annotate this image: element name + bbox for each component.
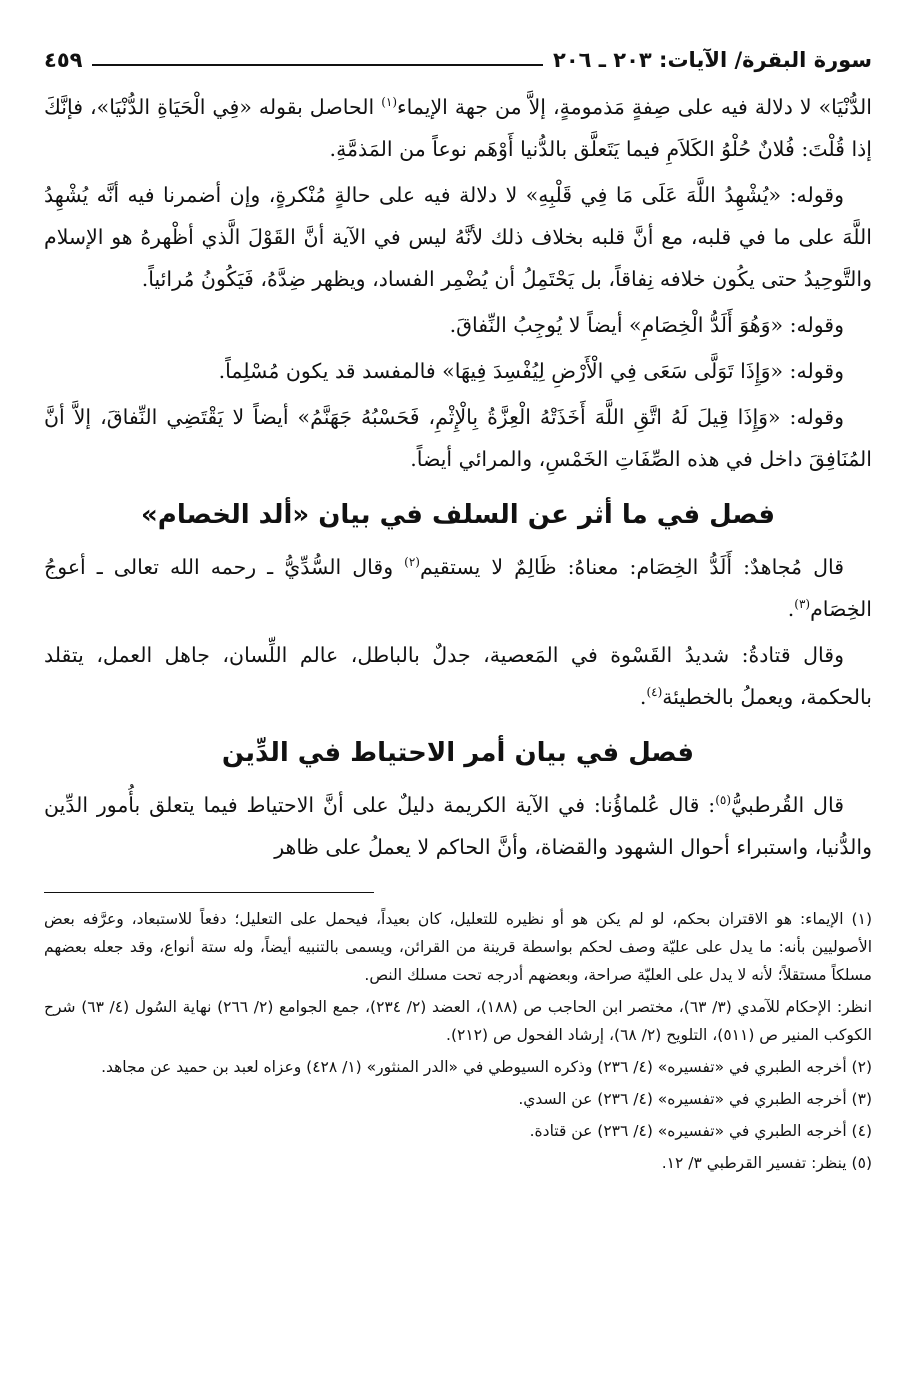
running-title: سورة البقرة/ الآيات: ٢٠٣ ـ ٢٠٦ xyxy=(553,48,872,72)
main-text xyxy=(44,86,872,868)
footnote: (٣) أخرجه الطبري في «تفسيره» (٤/ ٢٣٦) عن السدي. xyxy=(518,1090,872,1108)
footnote: (٤) أخرجه الطبري في «تفسيره» (٤/ ٢٣٦) عن قتادة. xyxy=(529,1122,872,1140)
page-number: ٤٥٩ xyxy=(44,48,83,72)
footnote-ref: (٤) xyxy=(646,685,663,700)
text-run: . xyxy=(787,597,795,621)
paragraph xyxy=(44,86,872,170)
paragraph: وقوله: «وَإِذَا تَوَلَّى سَعَى فِي الْأَرْضِ لِيُفْسِدَ فِيهَا» فالمفسد قد يكون مُسْلِماً. xyxy=(218,359,844,383)
text-run: وقال السُّدِّيُّ ـ رحمه الله تعالى ـ أعوجُ الخِصَام xyxy=(44,555,872,621)
text-run: قال مُجاهدٌ: أَلَدُّ الخِصَام: معناهُ: ظَالِمٌ لا يستقيم xyxy=(419,555,845,579)
header-rule xyxy=(92,64,543,66)
footnote-separator xyxy=(44,892,374,893)
text-run: قال القُرطبيُّ xyxy=(731,793,844,817)
section-heading: فصل في بيان أمر الاحتياط في الدِّين xyxy=(221,738,695,768)
footnotes xyxy=(44,905,872,1177)
footnote-ref: (١) xyxy=(381,95,398,110)
text-run: . xyxy=(639,685,647,709)
footnote-ref: (٢) xyxy=(404,555,420,570)
page-header xyxy=(44,38,872,72)
text-run: الحاصل بقوله «فِي الْحَيَاةِ الدُّنْيَا»، فإنَّكَ إذا قُلْتَ: فُلانٌ حُلْوُ الكَلاَمِ فيما يَتَعلَّق بالدُّنيا أَوْهَم نوعاً من المَذمَّةِ. xyxy=(44,95,872,161)
footnote: (٢) أخرجه الطبري في «تفسيره» (٤/ ٢٣٦) وذكره السيوطي في «الدر المنثور» (١/ ٤٢٨) وعزاه لعبد بن حميد عن مجاهد. xyxy=(101,1058,872,1076)
section-heading: فصل في ما أثر عن السلف في بيان «ألد الخصام» xyxy=(140,500,776,530)
text-run: : قال عُلماؤُنا: في الآية الكريمة دليلٌ على أنَّ الاحتياط فيما يتعلق بأُمور الدِّين والدُّنيا، واستبراء أحوال الشهود والقضاة، وأنَّ الحاكم لا يعملُ على ظاهر xyxy=(44,793,872,859)
footnote-ref: (٣) xyxy=(794,597,811,612)
footnote: انظر: الإحكام للآمدي (٣/ ٦٣)، مختصر ابن الحاجب ص (١٨٨)، العضد (٢/ ٢٣٤)، جمع الجوامع (٢/ ٢٦٦) نهاية السُول (٤/ ٦٣) شرح الكوكب المنير ص (٥١١)، التلويح (٢/ ٦٨)، إرشاد الفحول ص (٢١٢). xyxy=(44,998,873,1044)
paragraph: وقوله: «يُشْهِدُ اللَّهَ عَلَى مَا فِي قَلْبِهِ» لا دلالة فيه على حالةٍ مُنْكرةٍ، وإن أضمرنا فيه أنَّه يُشْهِدُ اللَّهَ على ما في قلبه، مع أنَّ قلبه بخلاف ذلك لأنَّهُ ليس في الآية أنَّ القَوْلَ الَّذي أظْهرهُ هو الإسلام والتَّوحِيدُ حتى يكُون خلافه نِفاقاً، بل يَحْتَمِلُ أن يُضْمِر الفساد، ويظهر ضِدَّهُ، فَيَكُونُ مُرائياً. xyxy=(44,183,872,291)
paragraph xyxy=(44,634,872,718)
footnote: (١) الإيماء: هو الاقتران بحكم، لو لم يكن هو أو نظيره للتعليل، كان بعيداً، فيحمل على التعليل؛ دفعاً للاستبعاد، وعرَّفه بعض الأصوليين بأنه: ما يدل على عليّة وصف لحكم بواسطة قرينة من القرائن، ويسمى بالتنبيه أيضاً، وله ستة أنواع، وقد جعله بعضهم مسلكاً مستقلاً؛ لأنه لا يدل على العليّة صراحة، وبعضهم أدرجه تحت مسلك النص. xyxy=(44,910,872,984)
paragraph: وقوله: «وَهُوَ أَلَدُّ الْخِصَامِ» أيضاً لا يُوجِبُ النِّفاقَ. xyxy=(449,313,844,337)
paragraph xyxy=(44,784,872,868)
text-run: وقال قتادةُ: شديدُ القَسْوة في المَعصية، جدلٌ بالباطل، عالم اللِّسان، جاهل العمل، يتقلد بالحكمة، ويعملُ بالخطيئة xyxy=(44,643,872,709)
paragraph xyxy=(44,546,872,630)
footnote: (٥) ينظر: تفسير القرطبي ٣/ ١٢. xyxy=(661,1154,872,1172)
text-run: الدُّنْيَا» لا دلالة فيه على صِفةٍ مَذمومةٍ، إلاَّ من جهة الإيماء xyxy=(397,95,873,119)
footnote-ref: (٥) xyxy=(715,793,732,808)
paragraph: وقوله: «وَإِذَا قِيلَ لَهُ اتَّقِ اللَّهَ أَخَذَتْهُ الْعِزَّةُ بِالْإِثْمِ، فَحَسْبُهُ جَهَنَّمُ» أيضاً لا يَقْتَضِي النِّفاقَ، إلاَّ أنَّ المُنَافِقَ داخل في هذه الصِّفَاتِ الخَمْسِ، والمرائي أيضاً. xyxy=(44,405,872,471)
